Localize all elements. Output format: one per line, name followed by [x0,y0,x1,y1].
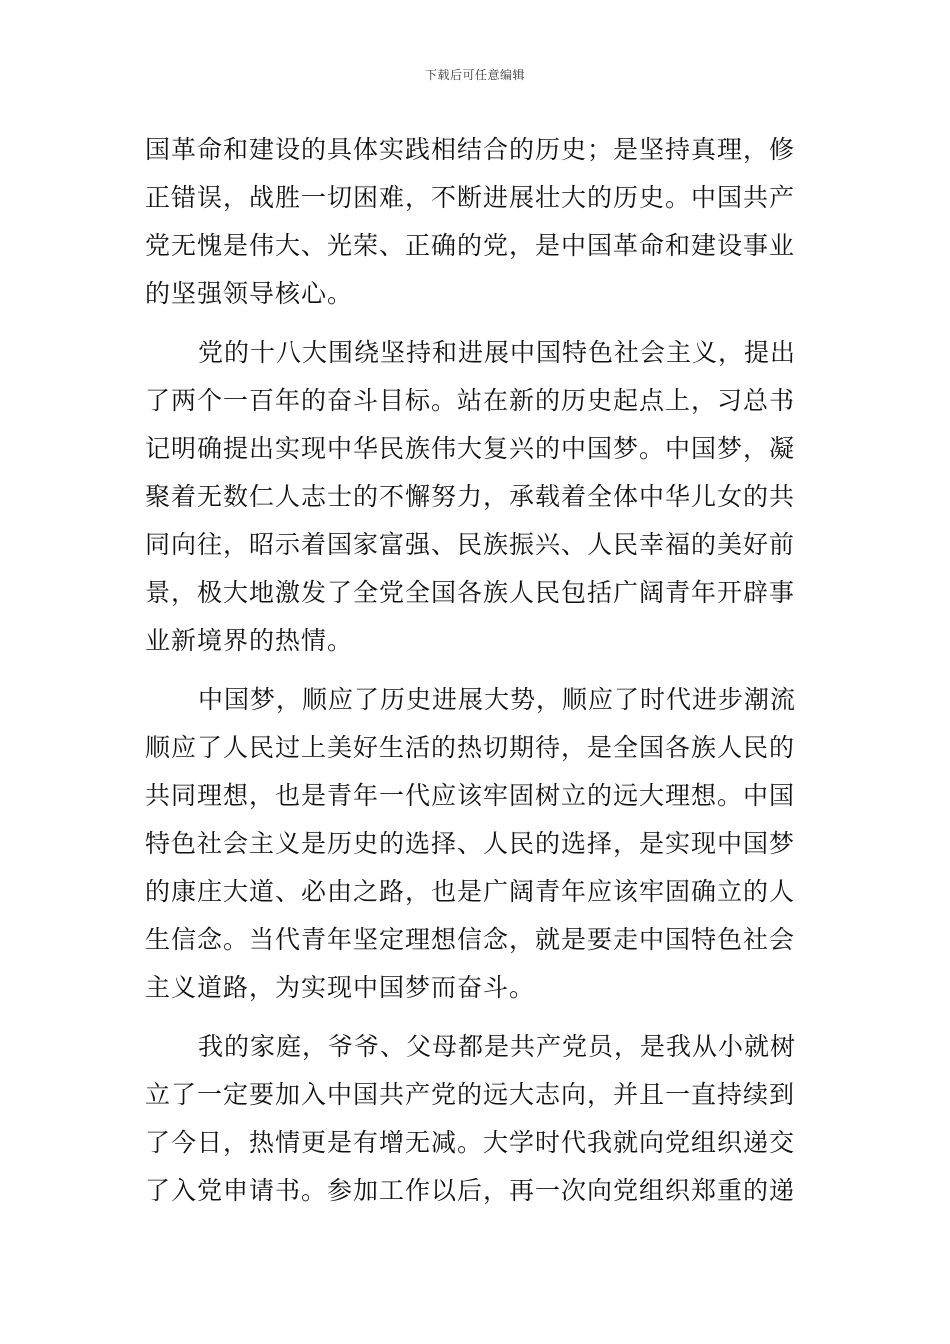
text-line: 特色社会主义是历史的选择、人民的选择，是实现中国梦 [145,829,796,858]
text-line: 立了一定要加入中国共产党的远大志向，并且一直持续到 [145,1080,796,1109]
text-line: 业新境界的热情。 [145,626,354,655]
text-line: 生信念。当代青年坚定理想信念，就是要走中国特色社会 [145,925,796,954]
text-line: 党无愧是伟大、光荣、正确的党，是中国革命和建设事业 [145,231,796,260]
paragraph [145,676,807,1012]
text-line: 了今日，热情更是有增无减。大学时代我就向党组织递交 [145,1128,796,1157]
paragraph [145,329,807,665]
paragraph [145,1023,807,1215]
text-line: 的康庄大道、必由之路，也是广阔青年应该牢固确立的人 [145,877,796,906]
text-line: 国革命和建设的具体实践相结合的历史；是坚持真理，修 [145,135,796,164]
text-line: 顺应了人民过上美好生活的热切期待，是全国各族人民的 [145,733,796,762]
text-line: 的坚强领导核心。 [145,279,354,308]
document-body [145,126,807,1215]
text-line: 党的十八大围绕坚持和进展中国特色社会主义，提出 [198,338,797,367]
paragraph-gap [145,665,807,676]
text-line: 主义道路，为实现中国梦而奋斗。 [145,973,536,1002]
text-line: 了入党申请书。参加工作以后，再一次向党组织郑重的递 [145,1176,796,1205]
text-line: 正错误，战胜一切困难，不断进展壮大的历史。中国共产 [145,183,796,212]
text-line: 中国梦，顺应了历史进展大势，顺应了时代进步潮流 [198,685,797,714]
paragraph [145,126,807,318]
text-line: 景，极大地激发了全党全国各族人民包括广阔青年开辟事 [145,578,796,607]
text-line: 我的家庭，爷爷、父母都是共产党员，是我从小就树 [198,1032,797,1061]
text-line: 了两个一百年的奋斗目标。站在新的历史起点上，习总书 [145,386,796,415]
paragraph-gap [145,318,807,329]
text-line: 共同理想，也是青年一代应该牢固树立的远大理想。中国 [145,781,796,810]
page-header: 下载后可任意编辑 [424,68,525,82]
text-line: 记明确提出实现中华民族伟大复兴的中国梦。中国梦，凝 [145,434,796,463]
text-line: 聚着无数仁人志士的不懈努力，承载着全体中华儿女的共 [145,482,796,511]
text-line: 同向往，昭示着国家富强、民族振兴、人民幸福的美好前 [145,530,796,559]
paragraph-gap [145,1012,807,1023]
